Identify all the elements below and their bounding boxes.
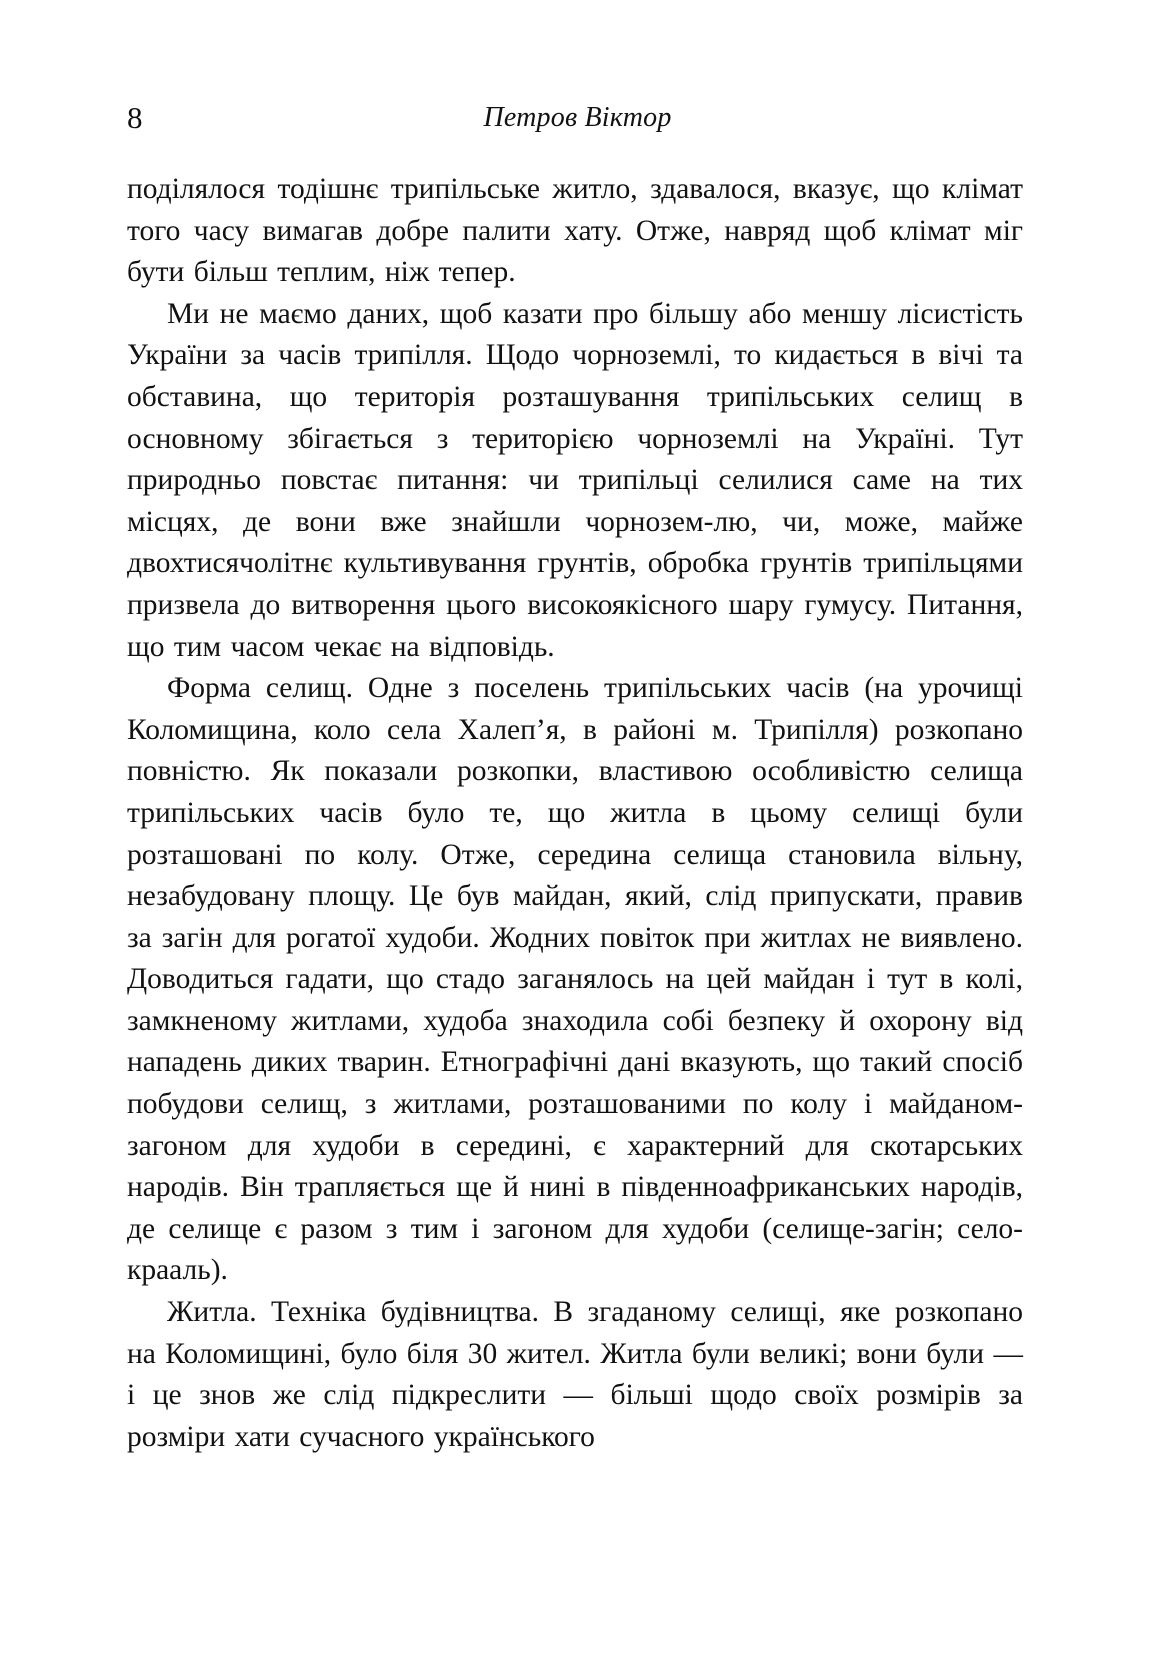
paragraph-dwellings-construction: Житла. Техніка будівництва. В згаданому селищі, яке розкопано на Коломищині, було біля 30 жител. Житла були великі; вони були — і це знов же слід підкреслити — більші щодо своїх розмірів за розміри хати сучасного українського	[127, 1296, 1023, 1453]
paragraph-continuation: поділялося тодішнє трипільське житло, здавалося, вказує, що клімат того часу вимагав добре палити хату. Отже, навряд щоб клімат міг бути більш теплим, ніж тепер.	[127, 173, 1023, 289]
paragraph-settlement-form: Форма селищ. Одне з поселень трипільських часів (на урочищі Коломищина, коло села Халеп’я, в районі м. Трипілля) розкопано повністю. Як показали розкопки, властивою особливістю селища трипільських часів було те, що житла в цьому селищі були розташовані по колу. Отже, середина селища становила вільну, незабудовану площу. Це був майдан, який, слід припускати, правив за загін для рогатої худоби. Жодних повіток при житлах не виявлено. Доводиться гадати, що стадо заганялось на цей майдан і тут в колі, замкненому житлами, худоба знаходила собі безпеку й охорону від нападень диких тварин. Етнографічні дані вказують, що такий спосіб побудови селищ, з житлами, розташованими по колу і майданом-загоном для худоби в середині, є характерний для скотарських народів. Він трапляється ще й нині в південноафриканських народів, де селище є разом з тим і загоном для худоби (селище-загін; село-крааль).	[127, 672, 1023, 1287]
running-header	[127, 96, 1028, 140]
running-header-title: Петров Віктор	[483, 102, 672, 133]
paragraph-forests-chernozem: Ми не маємо даних, щоб казати про більшу або меншу лісистість України за часів трипілля. Щодо чорноземлі, то кидається в вічі та обставина, що територія розташування трипільських селищ в основному збігається з територією чорноземлі на Україні. Тут природньо повстає питання: чи трипільці селилися саме на тих місцях, де вони вже знайшли чорнозем-лю, чи, може, майже двохтисячолітнє культивування грунтів, обробка грунтів трипільцями призвела до витворення цього високоякісного шару гумусу. Питання, що тим часом чекає на відповідь.	[127, 297, 1023, 663]
page-number: 8	[127, 100, 143, 135]
page-body-text	[127, 169, 1023, 1458]
